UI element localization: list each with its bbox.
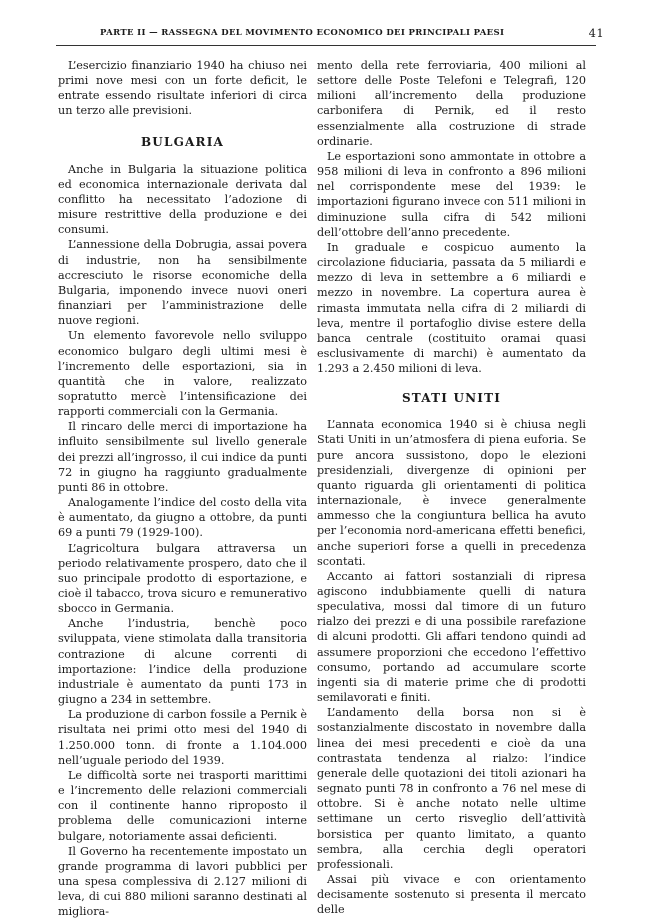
paragraph: In graduale e cospicuo aumento la circolazione fiduciaria, passata da 5 miliardi e mezzo di leva in settembre a 6 miliardi e mezzo in novembre. La copertura aurea è rimasta immutata nella cifra di 2 miliardi di leva, mentre il portafoglio divise estere della banca centrale (costituito oramai quasi esclusivamente di marchi) è aumentato da 1.293 a 2.450 milioni di leva. [317,240,586,376]
paragraph: Analogamente l’indice del costo della vita è aumentato, da giugno a ottobre, da punti 69 a punti 79 (1929-100). [58,496,307,540]
paragraph: Assai più vivace e con orientamento decisamente sostenuto si presenta il mercato delle [317,872,586,917]
page-number: 41 [588,26,604,40]
section-title-stati-uniti: STATI UNITI [401,391,502,406]
paragraph: L’andamento della borsa non si è sostanzialmente discostato in novembre dalla linea dei mesi precedenti e cioè da una contrastata tendenza al rialzo: l’indice generale delle quotazioni dei titoli azionari ha segnato punti 78 in confronto a 76 nel mese di ottobre. Si è anche notato nelle ultime settimane un certo risveglio dell’attività borsistica per quanto limitato, a quanto sembra, alla cerchia degli operatori professionali. [317,706,586,871]
paragraph: Le difficoltà sorte nei trasporti marittimi e l’incremento delle relazioni commerciali con il continente hanno riproposto il problema delle comunicazioni interne bulgare, notoriamente assai deficienti. [58,768,307,843]
running-header [56,26,604,42]
right-column [317,58,586,917]
paragraph: L’annessione della Dobrugia, assai povera di industrie, non ha sensibilmente accresciuto le risorse economiche della Bulgaria, imponendo invece nuovi oneri finanziari per l’amministrazione delle nuove regioni. [58,238,307,328]
paragraph: L’annata economica 1940 si è chiusa negli Stati Uniti in un’atmosfera di piena euforia. Se pure ancora sussistono, dopo le elezioni presidenziali, divergenze di opinioni per quanto riguarda gli orientamenti di politica internazionale, è invece generalmente ammesso che la congiuntura bellica ha avuto per l’economia nord-americana effetti benefici, anche superiori forse a quelli in precedenza scontati. [317,418,586,568]
continuation-paragraph: mento della rete ferroviaria, 400 milioni al settore delle Poste Telefoni e Telegrafi, 120 milioni all’incremento della produzione carbonifera di Pernik, ed il resto essenzialmente alla costruzione di strade ordinarie. [317,59,586,148]
paragraph: La produzione di carbon fossile a Pernik è risultata nei primi otto mesi del 1940 di 1.250.000 tonn. di fronte a 1.104.000 nell’uguale periodo del 1939. [58,708,307,767]
paragraph: Il Governo ha recentemente impostato un grande programma di lavori pubblici per una spesa complessiva di 2.127 milioni di leva, di cui 880 milioni saranno destinati al migliora- [58,844,307,919]
left-column [58,58,307,919]
paragraph: L’agricoltura bulgara attraversa un periodo relativamente prospero, dato che il suo principale prodotto di esportazione, e cioè il tabacco, trova sicuro e remunerativo sbocco in Germania. [58,541,307,616]
section-title-bulgaria: BULGARIA [140,134,225,149]
running-header-title: PARTE II — RASSEGNA DEL MOVIMENTO ECONOMICO DEI PRINCIPALI PAESI [100,28,505,38]
intro-paragraph: L’esercizio finanziario 1940 ha chiuso nei primi nove mesi con un forte deficit, le entrate essendo risultate inferiori di circa un terzo alle previsioni. [58,59,307,118]
header-rule [56,45,596,46]
paragraph: Accanto ai fattori sostanziali di ripresa agiscono indubbiamente quelli di natura speculativa, mossi dal timore di un futuro rialzo dei prezzi e di una possibile rarefazione di alcuni prodotti. Gli affari tendono quindi ad assumere proporzioni che eccedono l’effettivo consumo, portando ad accumulare scorte ingenti sia di materie prime che di prodotti semilavorati e finiti. [317,569,586,705]
paragraph: Le esportazioni sono ammontate in ottobre a 958 milioni di leva in confronto a 896 milioni nel corrispondente mese del 1939: le importazioni figurano invece con 511 milioni in diminuzione sulla cifra di 542 milioni dell’ottobre dell’anno precedente. [317,149,586,239]
paragraph: Anche l’industria, benchè poco sviluppata, viene stimolata dalla transitoria contrazione di alcune correnti di importazione: l’indice della produzione industriale è aumentato da punti 173 in giugno a 234 in settembre. [58,617,307,707]
paragraph: Il rincaro delle merci di importazione ha influito sensibilmente sul livello generale dei prezzi all’ingrosso, il cui indice da punti 72 in giugno ha raggiunto gradualmente punti 86 in ottobre. [58,420,307,494]
paragraph: Un elemento favorevole nello sviluppo economico bulgaro degli ultimi mesi è l’incremento delle esportazioni, sia in quantità che in valore, realizzato sopratutto mercè l’intensificazione dei rapporti commerciali con la Germania. [58,329,307,419]
paragraph: Anche in Bulgaria la situazione politica ed economica internazionale derivata dal conflitto ha necessitato l’adozione di misure restrittive della produzione e dei consumi. [58,162,307,237]
